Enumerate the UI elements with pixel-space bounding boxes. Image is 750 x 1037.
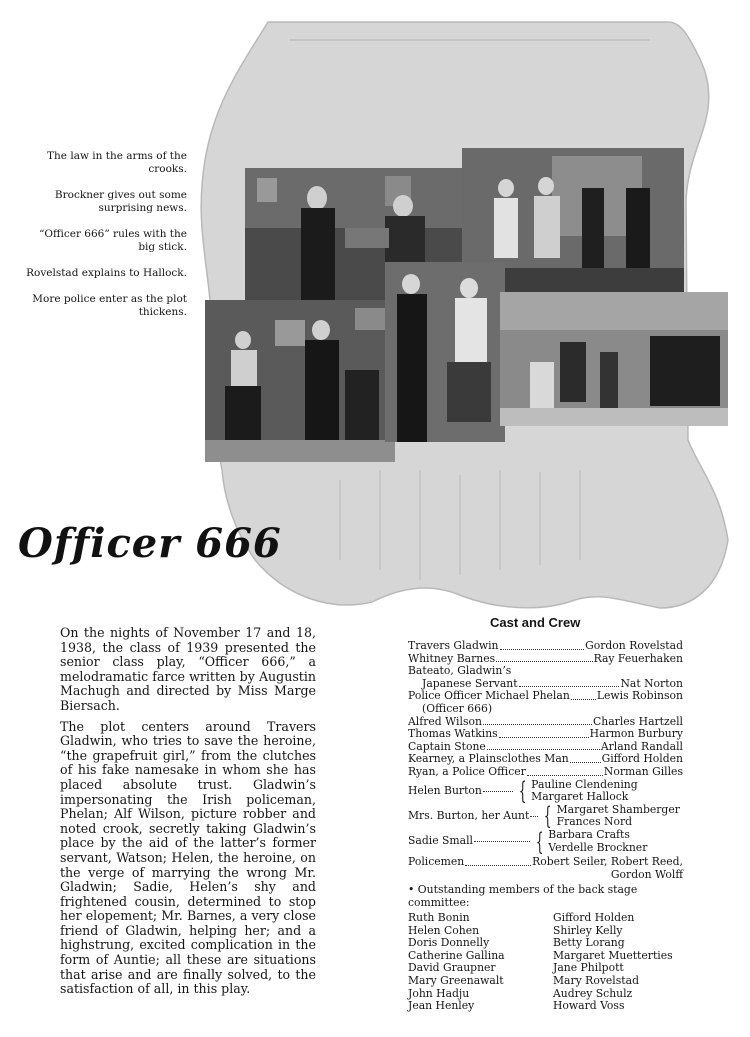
cast-role-line: Gordon Wolff <box>610 867 683 881</box>
cast-row: Captain Stone Arland Randall <box>408 739 683 753</box>
cast-and-crew-heading: Cast and Crew <box>490 615 581 630</box>
list-item: John Hadju <box>408 986 470 1000</box>
article-body <box>60 626 316 1003</box>
page-title: Officer 666 <box>18 520 282 567</box>
list-item: Audrey Schulz <box>553 986 633 1000</box>
list-item: Mary Rovelstad <box>553 973 639 987</box>
list-item: Margaret Muetterties <box>553 948 673 962</box>
cast-row: Policemen Robert Seiler, Robert Reed, <box>408 855 683 869</box>
caption-2: Brockner gives out some surprising news. <box>54 189 187 214</box>
cast-role-line: Bateato, Gladwin’s <box>408 664 512 678</box>
cast-row: Japanese Servant Nat Norton <box>422 676 683 690</box>
cast-row: Whitney Barnes Ray Feuerhaken <box>408 651 683 665</box>
list-item: Betty Lorang <box>553 936 625 950</box>
paragraph: On the nights of November 17 and 18, 1938, the class of 1939 presented the senior class play, “Officer 666,” a melodramatic farce written by Augustin Machugh and directed by Miss Marge Biersach. <box>60 625 316 713</box>
cast-role-line: (Officer 666) <box>422 701 493 715</box>
list-item: Ruth Bonin <box>408 911 470 924</box>
caption-5: More police enter as the plot thickens. <box>32 293 187 318</box>
cast-double-row: Helen Burton { Pauline Clendening Margaret Hallock <box>408 777 638 806</box>
caption-3: “Officer 666” rules with the big stick. <box>39 228 187 253</box>
photo-captions <box>22 150 187 332</box>
crew-note: • Outstanding members of the back stage committee: <box>408 883 638 909</box>
list-item: Mary Greenawalt <box>408 973 504 987</box>
crew-column-left <box>408 912 553 1013</box>
list-item: David Graupner <box>408 961 496 975</box>
photo-more-police-enter <box>500 292 728 426</box>
cast-row: Travers Gladwin Gordon Rovelstad <box>408 639 683 652</box>
caption-4: Rovelstad explains to Hallock. <box>26 267 187 279</box>
list-item: Jane Philpott <box>553 961 624 975</box>
list-item: Gifford Holden <box>553 911 635 924</box>
list-item: Doris Donnelly <box>408 936 490 950</box>
cast-row: Kearney, a Plainsclothes Man Gifford Holden <box>408 752 683 766</box>
list-item: Catherine Gallina <box>408 948 505 962</box>
photo-officer-666-big-stick <box>205 300 395 462</box>
cast-row: Ryan, a Police Officer Norman Gilles <box>408 764 683 778</box>
cast-double-row: Sadie Small { Barbara Crafts Verdelle Brockner <box>408 827 648 856</box>
list-item: Howard Voss <box>553 999 625 1013</box>
cast-double-row: Mrs. Burton, her Aunt { Margaret Shamberger Frances Nord <box>408 802 680 831</box>
list-item: Jean Henley <box>408 999 475 1013</box>
list-item: Helen Cohen <box>408 923 480 937</box>
paragraph: The plot centers around Travers Gladwin, who tries to save the heroine, “the grapefruit girl,” from the clutches of his fake namesake in whom she has placed absolute trust. Gladwin’s impersonating the Irish policeman, Phelan; Alf Wilson, picture robber and noted crook, secretly taking Gladwin’s place by the aid of the latter’s former servant, Watson; Helen, the heroine, on the verge of marrying the wrong Mr. Gladwin; Sadie, Helen’s shy and frightened cousin, determined to stop her elopement; Mr. Barnes, a very close friend of Gladwin, helping her; and a highstrung, excited complication in the form of Auntie; all these are situations that arise and are finally solved, to the satisfaction of all, in this play. <box>60 718 316 997</box>
crew-column-right <box>553 912 698 1013</box>
cast-row: Alfred Wilson Charles Hartzell <box>408 714 683 728</box>
cast-row: Police Officer Michael Phelan Lewis Robinson <box>408 689 683 703</box>
photo-rovelstad-explains-to-hallock <box>385 262 505 442</box>
cast-list <box>408 640 683 881</box>
caption-1: The law in the arms of the crooks. <box>47 150 187 175</box>
list-item: Shirley Kelly <box>553 923 623 937</box>
crew-list <box>408 912 698 1013</box>
cast-row: Thomas Watkins Harmon Burbury <box>408 727 683 741</box>
